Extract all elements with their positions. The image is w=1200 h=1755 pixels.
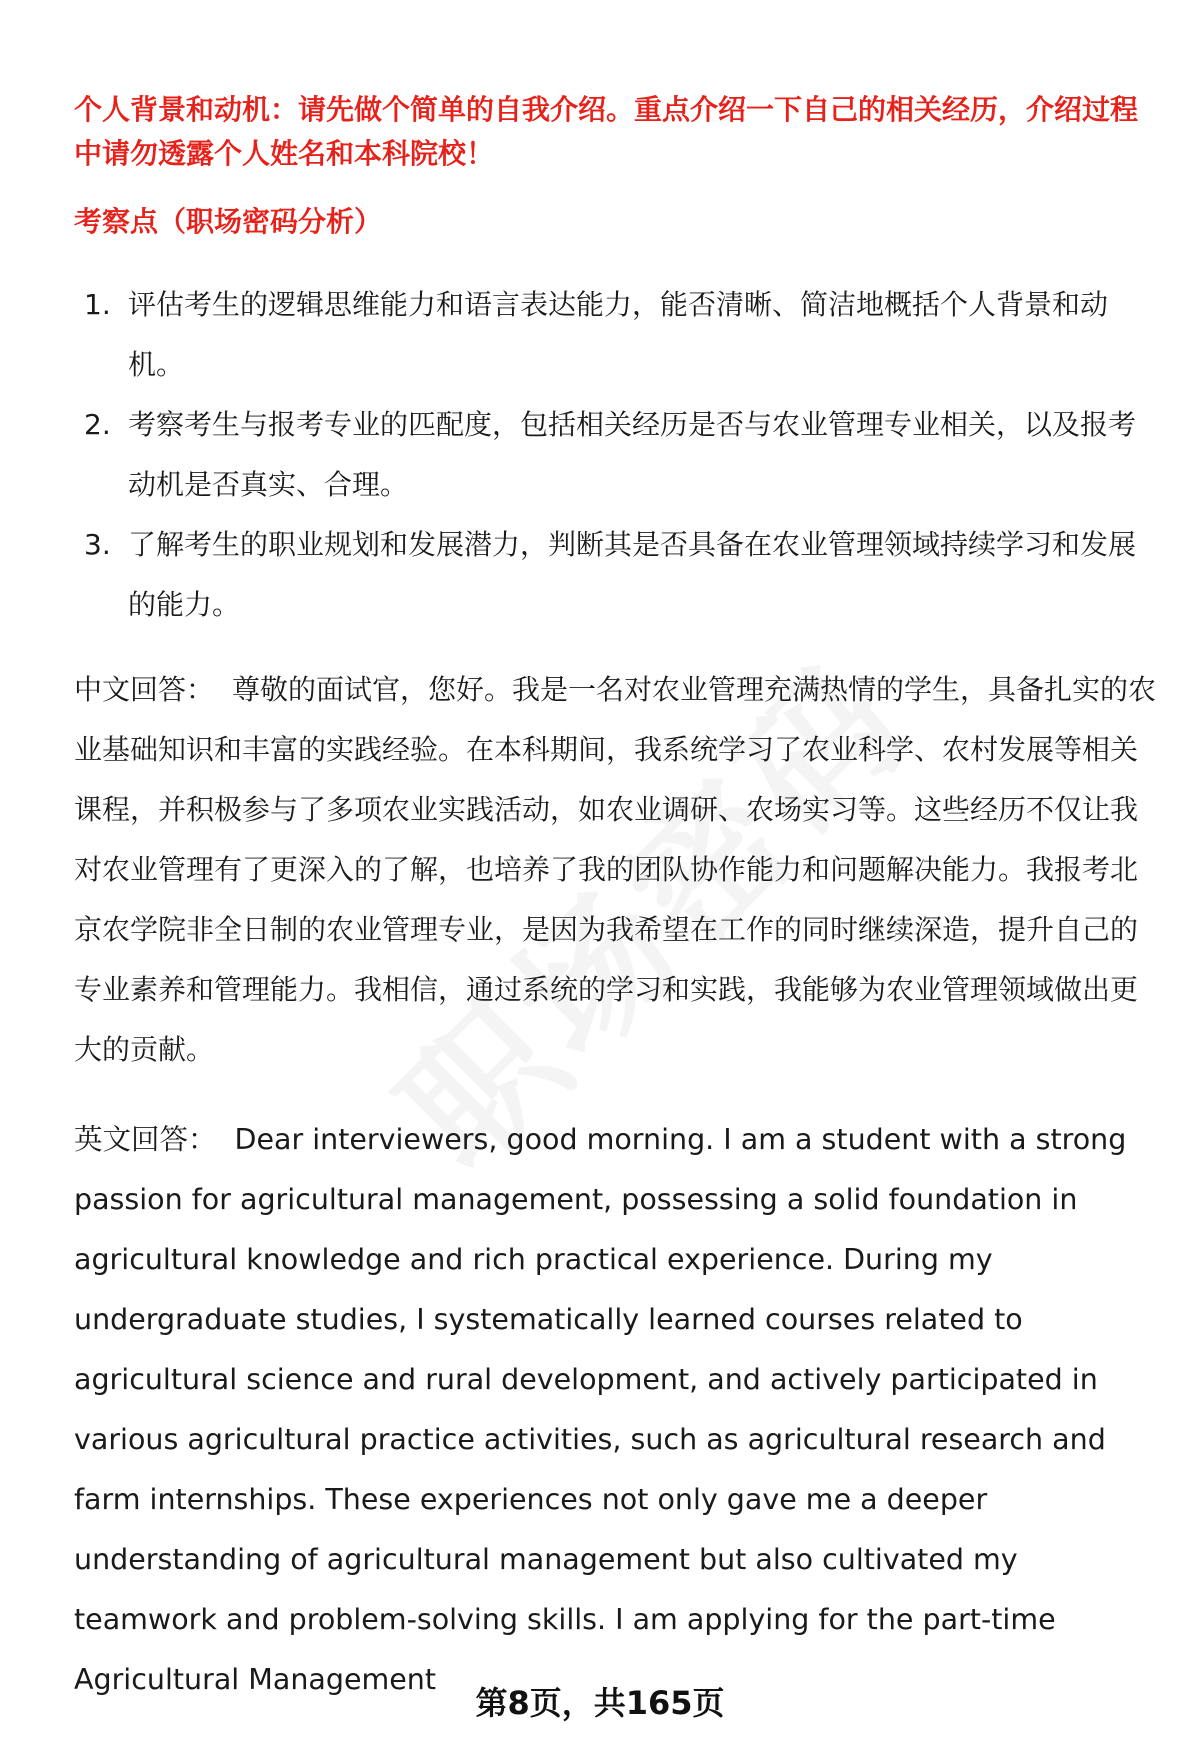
list-item-text: 评估考生的逻辑思维能力和语言表达能力，能否清晰、简洁地概括个人背景和动机。 xyxy=(128,288,1109,381)
list-item-number: 2. xyxy=(84,408,111,441)
question-title: 个人背景和动机：请先做个简单的自我介绍。重点介绍一下自己的相关经历，介绍过程中请勿透露个人姓名和本科院校！ xyxy=(74,93,1139,170)
english-answer xyxy=(74,1110,1158,1710)
list-item-number: 1. xyxy=(84,288,111,321)
list-item-text: 了解考生的职业规划和发展潜力，判断其是否具备在农业管理领域持续学习和发展的能力。 xyxy=(128,528,1137,621)
section-subheading: 考察点（职场密码分析） xyxy=(74,205,383,238)
english-answer-text: Dear interviewers, good morning. I am a student with a strong passion for agricultural management, possessing a solid foundation in agricultural knowledge and rich practical experience. During my undergraduate studies, I systematically learned courses related to agricultural science and rural development, and actively participated in various agricultural practice activities, such as agricultural research and farm internships. These experiences not only gave me a deeper understanding of agricultural management but also cultivated my teamwork and problem-solving skills. I am applying for the part-time Agricultural Management xyxy=(74,1123,1127,1696)
list-item xyxy=(74,395,1154,515)
page-number-footer: 第8页，共165页 xyxy=(475,1684,725,1722)
english-answer-label: 英文回答： xyxy=(74,1123,217,1156)
list-item xyxy=(74,275,1154,395)
evaluation-points-list xyxy=(74,275,1154,635)
chinese-answer-label: 中文回答： xyxy=(74,673,215,706)
list-item-number: 3. xyxy=(84,528,111,561)
list-item-text: 考察考生与报考专业的匹配度，包括相关经历是否与农业管理专业相关，以及报考动机是否真实、合理。 xyxy=(128,408,1137,501)
chinese-answer xyxy=(74,660,1158,1080)
list-item xyxy=(74,515,1154,635)
chinese-answer-text: 尊敬的面试官，您好。我是一名对农业管理充满热情的学生，具备扎实的农业基础知识和丰富的实践经验。在本科期间，我系统学习了农业科学、农村发展等相关课程，并积极参与了多项农业实践活动，如农业调研、农场实习等。这些经历不仅让我对农业管理有了更深入的了解，也培养了我的团队协作能力和问题解决能力。我报考北京农学院非全日制的农业管理专业，是因为我希望在工作的同时继续深造，提升自己的专业素养和管理能力。我相信，通过系统的学习和实践，我能够为农业管理领域做出更大的贡献。 xyxy=(74,673,1157,1066)
